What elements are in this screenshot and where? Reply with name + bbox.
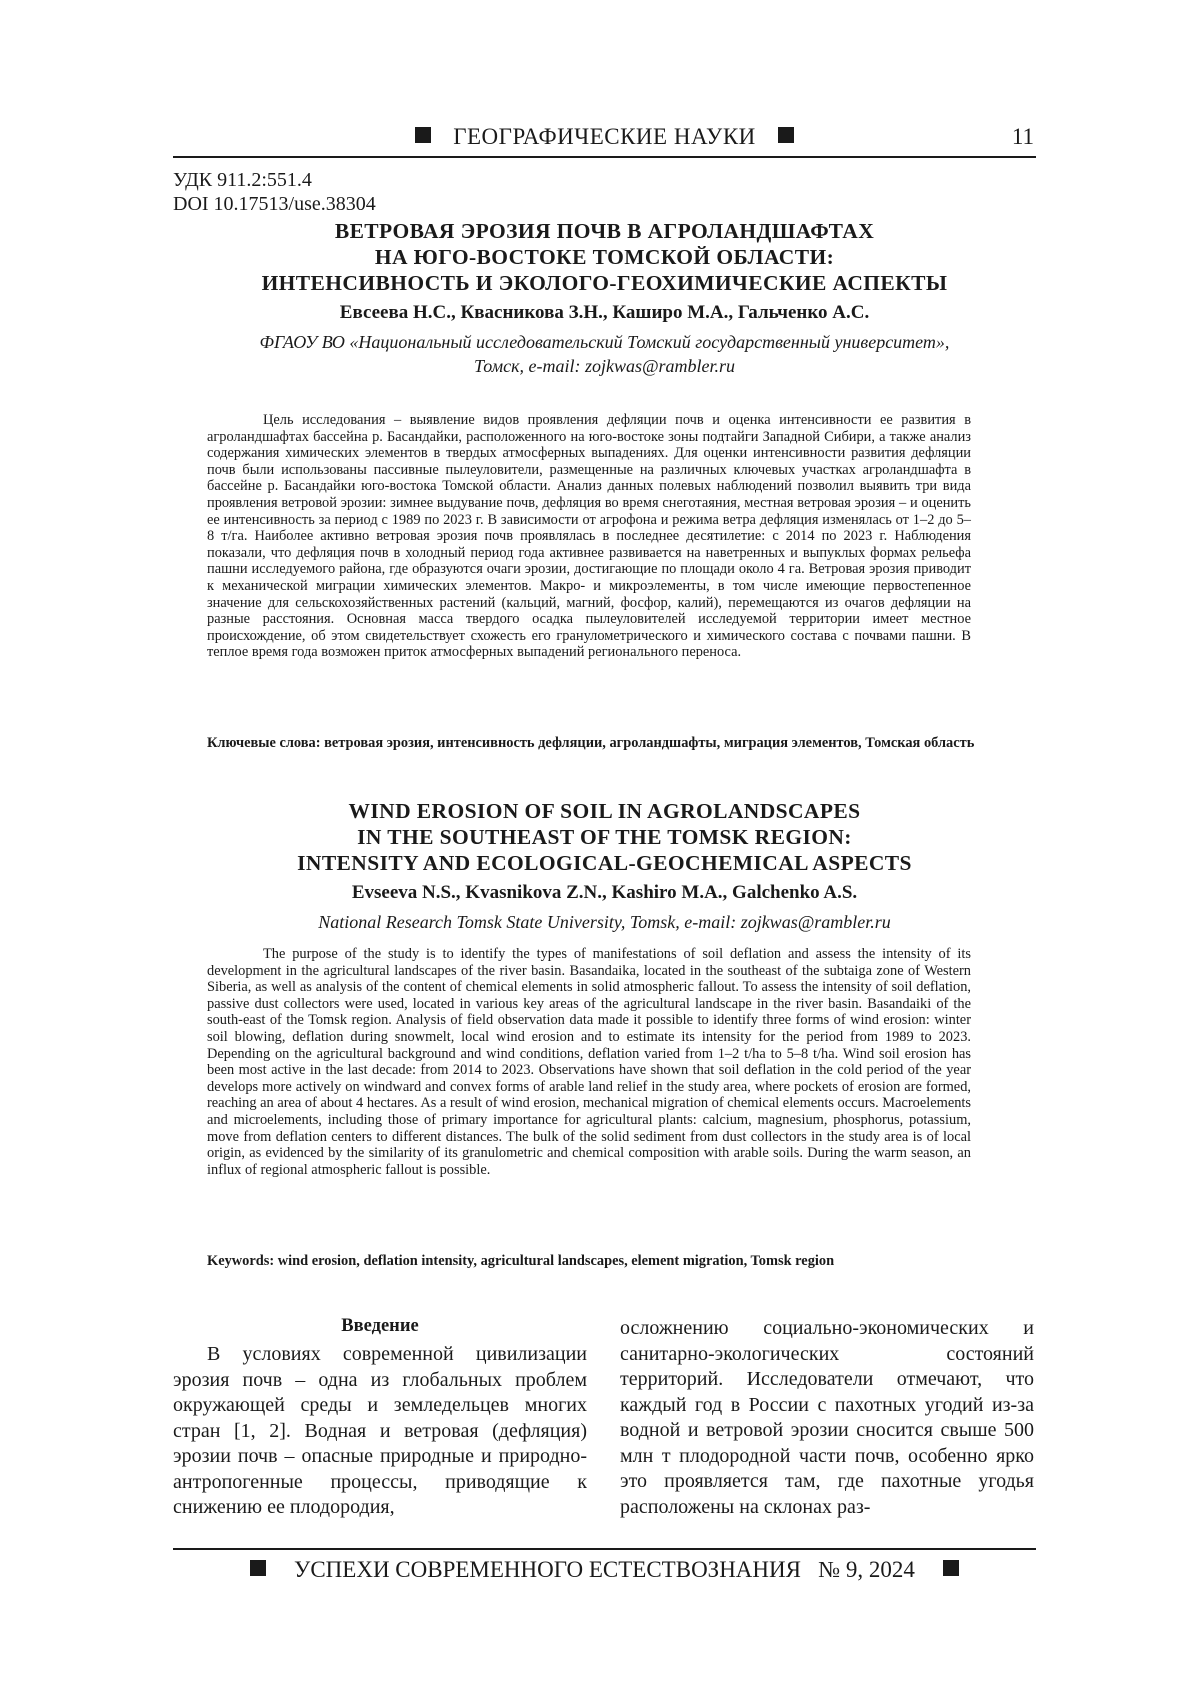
ru-title-line: НА ЮГО-ВОСТОКЕ ТОМСКОЙ ОБЛАСТИ: [374, 245, 835, 269]
intro-right-column [620, 1316, 1034, 1520]
footer-rule [173, 1548, 1036, 1550]
ru-affiliation-line: Томск, e-mail: zojkwas@rambler.ru [473, 356, 736, 376]
en-title-block [173, 798, 1036, 934]
journal-footer [173, 1557, 1036, 1583]
page-number: 11 [1011, 124, 1034, 149]
ru-article-title [173, 218, 1036, 296]
journal-name: УСПЕХИ СОВРЕМЕННОГО ЕСТЕСТВОЗНАНИЯ [294, 1557, 801, 1582]
intro-paragraph: В условиях современной цивилизации эрозия почв – одна из глобальных проблем окружающей среды и земледельцев многих стран [1, 2]. Водная и ветровая (дефляция) эрозии почв – опасные природные и природно-антропогенные процессы, приводящие к снижению ее плодородия, [173, 1343, 587, 1518]
intro-heading: Введение [341, 1316, 419, 1336]
ru-affiliation-line: ФГАОУ ВО «Национальный исследовательский Томский государственный университет», [259, 332, 950, 352]
ru-authors: Евсеева Н.С., Квасникова З.Н., Каширо М.А., Гальченко А.С. [339, 302, 870, 323]
section-label: ГЕОГРАФИЧЕСКИЕ НАУКИ [453, 124, 756, 149]
ru-keywords: Ключевые слова: ветровая эрозия, интенсивность дефляции, агроландшафты, миграция элементов, Томская область [207, 735, 975, 751]
ru-title-line: ВЕТРОВАЯ ЭРОЗИЯ ПОЧВ В АГРОЛАНДШАФТАХ [334, 219, 875, 243]
ru-abstract: Цель исследования – выявление видов проявления дефляции почв и оценка интенсивности ее развития в агроландшафтах бассейна р. Басандайки, расположенного на юго-востоке зоны подтайги Западной Сибири, а также анализ содержания химических элементов в твердых атмосферных выпадениях. Для оценки интенсивности развития дефляции почв были использованы пассивные пылеуловители, размещенные на различных ключевых участках агроландшафта в бассейне р. Басандайки юго-востока Томской области. Анализ данных полевых наблюдений позволил выявить три вида проявления ветровой эрозии: зимнее выдувание почв, дефляция во время снеготаяния, местная ветровая эрозия – и оценить ее интенсивность за период с 1989 по 2023 г. В зависимости от агрофона и режима ветра дефляция изменялась от 1–2 до 5–8 т/га. Наиболее активно ветровая эрозия почв проявлялась в последнее десятилетие: с 2014 по 2023 г. Наблюдения показали, что дефляция почв в холодный период года активнее развивается на наветренных и выпуклых формах рельефа пашни исследуемого района, где образуются очаги эрозии, достигающие по площади около 4 га. Ветровая эрозия приводит к механической миграции химических элементов. Макро- и микроэлементы, в том числе имеющие первостепенное значение для сельскохозяйственных растений (кальций, магний, фосфор, калий), перемещаются из очагов дефляции на разные расстояния. Основная масса твердого осадка пылеуловителей исследуемой территории имеет местное происхождение, об этом свидетельствует схожесть его гранулометрического и химического состава с почвами пашни. В теплое время года возможен приток атмосферных выпадений регионального переноса. [207, 412, 971, 661]
square-bullet-icon [778, 127, 794, 143]
section-title [173, 124, 1036, 150]
intro-left-column [173, 1314, 587, 1521]
ru-affiliation [173, 330, 1036, 378]
journal-issue: № 9, 2024 [818, 1557, 915, 1582]
en-title-line: WIND EROSION OF SOIL IN AGROLANDSCAPES [348, 799, 861, 823]
en-authors: Evseeva N.S., Kvasnikova Z.N., Kashiro M.A., Galchenko A.S. [351, 882, 858, 903]
ru-title-line: ИНТЕНСИВНОСТЬ И ЭКОЛОГО-ГЕОХИМИЧЕСКИЕ АСПЕКТЫ [261, 271, 948, 295]
intro-paragraph-continued: осложнению социально-экономических и санитарно-экологических состояний территорий. Исследователи отмечают, что каждый год в России с пахотных угодий из-за водной и ветровой эрозии сносится свыше 500 млн т плодородной части почв, особенно ярко это проявляется там, где пахотные угодья расположены на склонах раз- [620, 1317, 1034, 1518]
udk-code: УДК 911.2:551.4 [173, 169, 312, 191]
square-bullet-icon [943, 1560, 959, 1576]
doi: DOI 10.17513/use.38304 [173, 193, 376, 215]
square-bullet-icon [250, 1560, 266, 1576]
en-keywords: Keywords: wind erosion, deflation intensity, agricultural landscapes, element migration, Tomsk region [207, 1253, 835, 1269]
en-affiliation: National Research Tomsk State University, Tomsk, e-mail: zojkwas@rambler.ru [318, 912, 891, 932]
square-bullet-icon [415, 127, 431, 143]
article-identifiers [173, 168, 376, 216]
ru-title-block [173, 218, 1036, 378]
running-head [173, 120, 1036, 158]
en-title-line: INTENSITY AND ECOLOGICAL-GEOCHEMICAL ASPECTS [297, 851, 912, 875]
en-article-title [173, 798, 1036, 876]
en-title-line: IN THE SOUTHEAST OF THE TOMSK REGION: [357, 825, 852, 849]
en-abstract: The purpose of the study is to identify the types of manifestations of soil deflation and assess the intensity of its development in the agricultural landscapes of the river basin. Basandaika, located in the southeast of the subtaiga zone of Western Siberia, as well as analysis of the content of chemical elements in solid atmospheric fallout. To assess the intensity of soil deflation, passive dust collectors were used, located in various key areas of the agricultural landscape in the river basin. Basandaiki of the south-east of the Tomsk region. Analysis of field observation data made it possible to identify three forms of wind erosion: winter soil blowing, deflation during snowmelt, local wind erosion and to estimate its intensity for the period from 1989 to 2023. Depending on the agricultural background and wind conditions, deflation varied from 1–2 t/ha to 5–8 t/ha. Wind soil erosion has been most active in the last decade: from 2014 to 2023. Observations have shown that soil deflation in the cold period of the year develops more actively on windward and convex forms of arable land relief in the study area, where pockets of erosion are formed, reaching an area of about 4 hectares. As a result of wind erosion, mechanical migration of chemical elements occurs. Macroelements and microelements, including those of primary importance for agricultural plants: calcium, magnesium, phosphorus, potassium, move from deflation centers to different distances. The bulk of the solid sediment from dust collectors in the study area is of local origin, as evidenced by the similarity of its granulometric and chemical composition with arable soils. During the warm season, an influx of regional atmospheric fallout is possible. [207, 946, 972, 1178]
